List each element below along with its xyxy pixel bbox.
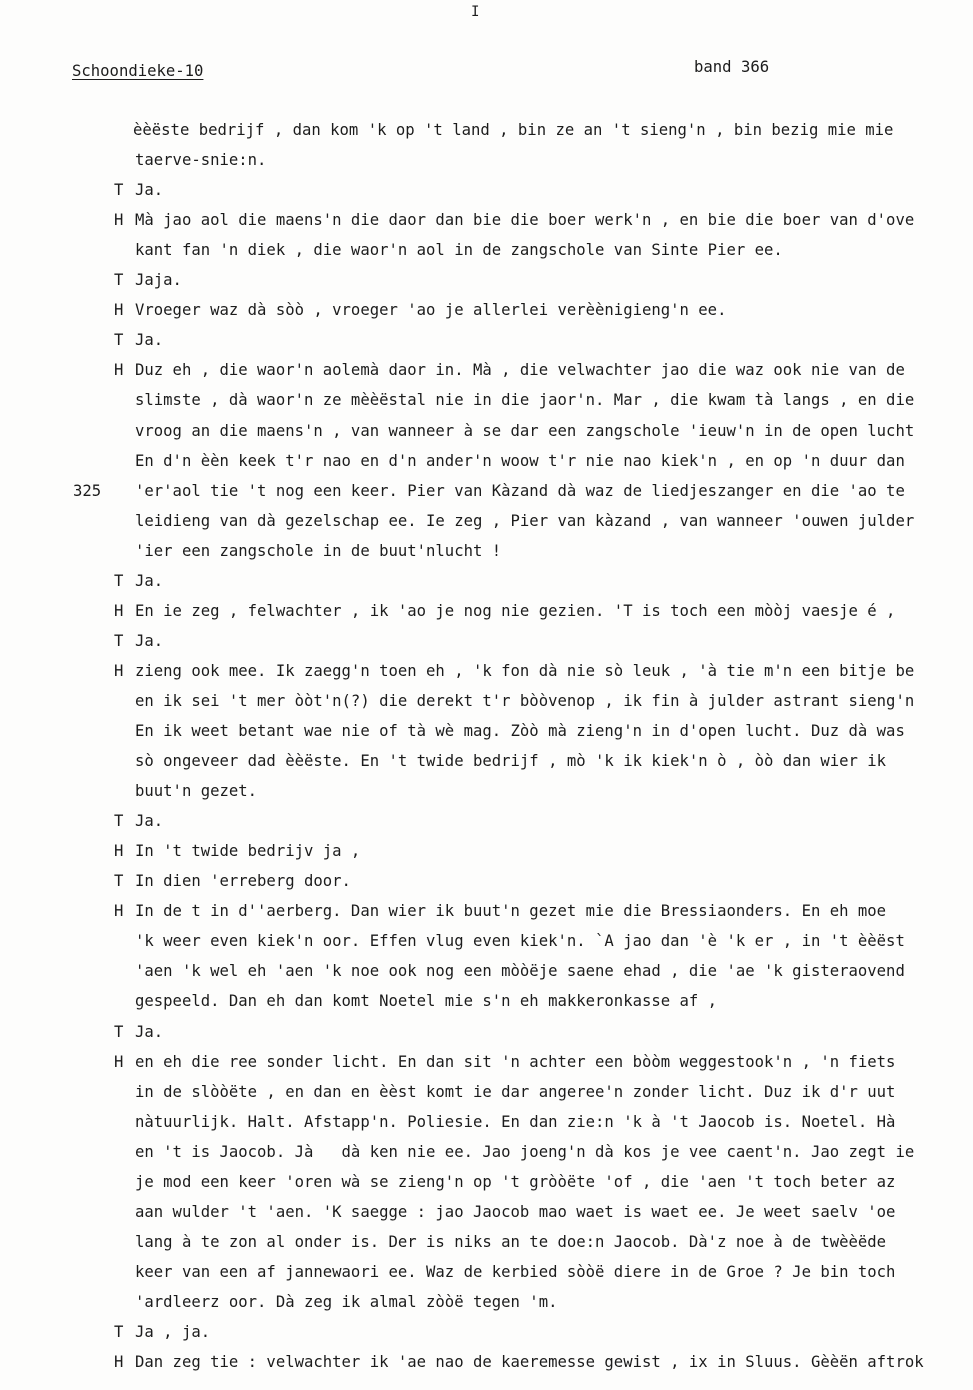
transcript-line: 'er'aol tie 't nog een keer. Pier van Kàzand dà waz de liedjeszanger en die 'ao te [135,481,905,500]
speaker-label: T [114,631,124,650]
transcript-line: Jaja. [135,271,182,290]
transcript-line: Vroeger waz dà sòò , vroeger 'ao je allerlei verèènigieng'n ee. [135,301,727,320]
transcript-line: Ja. [135,812,164,831]
transcript-line: vroog an die maens'n , van wanneer à se dar een zangschole 'ieuw'n in de open lucht [135,421,915,440]
speaker-label: H [114,301,124,320]
transcript-line: gespeeld. Dan eh dan komt Noetel mie s'n eh makkeronkasse af , [135,992,718,1011]
speaker-label: H [114,1052,124,1071]
transcript-line: 'aen 'k wel eh 'aen 'k noe ook nog een mòòëje saene ehad , die 'ae 'k gisteraovend [135,962,905,981]
transcript-line: In de t in d''aerberg. Dan wier ik buut'n gezet mie die Bressiaonders. En eh moe [135,902,887,921]
transcript-line: Ja. [135,181,164,200]
speaker-label: H [114,361,124,380]
transcript-line: èèëste bedrijf , dan kom 'k op 't land , bin ze an 't sieng'n , bin bezig mie mie [133,121,894,139]
transcript-line: je mod een keer 'oren wà se zieng'n op 't gròòëte 'of , die 'aen 't toch beter az [135,1172,896,1191]
document-header-band: band 366 [694,58,770,76]
transcript-line: nàtuurlijk. Halt. Afstapp'n. Poliesie. En dan zie:n 'k à 't Jaocob is. Noetel. Hà [135,1112,896,1131]
speaker-label: H [114,842,124,861]
transcript-line: Duz eh , die waor'n aolemà daor in. Mà , die velwachter jao die waz ook nie van de [135,361,905,380]
transcript-line: Ja. [135,631,164,650]
transcript-line: Ja , ja. [135,1323,211,1341]
transcript-line: lang à te zon al onder is. Der is niks an te doe:n Jaocob. Dà'z noe à de twèèëde [135,1232,887,1251]
transcript-line: In dien 'erreberg door. [135,872,351,891]
transcript-line: en eh die ree sonder licht. En dan sit 'n achter een bòòm weggestook'n , 'n fiets [135,1052,896,1071]
speaker-label: T [114,872,124,891]
speaker-label: T [114,1022,124,1041]
transcript-line: 'k weer even kiek'n oor. Effen vlug even kiek'n. `A jao dan 'è 'k er , in 't èèëst [135,932,905,951]
margin-line-number: 325 [73,482,102,500]
transcript-line: Ja. [135,331,164,350]
transcript-line: Ja. [135,571,164,590]
transcript-line: keer van een af jannewaori ee. Waz de kerbied sòòë diere in de Groe ? Je bin toch [135,1262,896,1281]
transcript-line: zieng ook mee. Ik zaegg'n toen eh , 'k fon dà nie sò leuk , 'à tie m'n een bitje be [135,661,915,680]
speaker-label: H [114,211,124,230]
page-mark: I [471,4,480,20]
transcript-line: En ie zeg , felwachter , ik 'ao je nog nie gezien. 'T is toch een mòòj vaesje é , [135,601,896,620]
speaker-label: H [114,1353,124,1372]
transcript-line: en 't is Jaocob. Jà dà ken nie ee. Jao joeng'n dà kos je vee caent'n. Jao zegt ie [135,1142,915,1161]
speaker-label: T [114,181,124,200]
speaker-label: T [114,331,124,350]
speaker-label: H [114,902,124,921]
transcript-line: En ik weet betant wae nie of tà wè mag. Zòò mà zieng'n in d'open lucht. Duz dà was [135,722,905,740]
transcript-line: slimste , dà waor'n ze mèèëstal nie in die jaor'n. Mar , die kwam tà langs , en die [135,391,915,410]
document-header-title: Schoondieke-10 [72,62,204,80]
transcript-line: 'ardleerz oor. Dà zeg ik almal zòòë tegen 'm. [135,1292,558,1311]
transcript-line: In 't twide bedrijv ja , [135,842,361,861]
transcript-line: Mà jao aol die maens'n die daor dan bie die boer werk'n , en bie die boer van d'ove [135,211,915,230]
speaker-label: T [114,271,124,290]
transcript-line: taerve-snie:n. [135,151,267,170]
transcript-line: kant fan 'n diek , die waor'n aol in de zangschole van Sinte Pier ee. [135,241,783,260]
transcript-line: leidieng van dà gezelschap ee. Ie zeg , Pier van kàzand , van wanneer 'ouwen julder [135,511,915,530]
speaker-label: T [114,571,124,590]
transcript-line: in de slòòëte , en dan en èèst komt ie dar angeree'n zonder licht. Duz ik d'r uut [135,1082,896,1101]
transcript-line: En d'n èèn keek t'r nao en d'n ander'n woow t'r nie nao kiek'n , en op 'n duur dan [135,451,905,470]
transcript-line: buut'n gezet. [135,782,258,801]
speaker-label: T [114,1323,124,1341]
transcript-line: en ik sei 't mer òòt'n(?) die derekt t'r bòòvenop , ik fin à julder astrant sieng'n [135,691,915,710]
speaker-label: H [114,661,124,680]
transcript-line: sò ongeveer dad èèëste. En 't twide bedrijf , mò 'k ik kiek'n ò , òò dan wier ik [135,752,887,771]
speaker-label: H [114,601,124,620]
speaker-label: T [114,812,124,831]
transcript-line: aan wulder 't 'aen. 'K saegge : jao Jaocob mao waet is waet ee. Je weet saelv 'oe [135,1202,896,1221]
transcript-line: Ja. [135,1022,164,1041]
transcript-line: Dan zeg tie : velwachter ik 'ae nao de kaeremesse gewist , ix in Sluus. Gèèën aftrok [135,1353,924,1372]
transcript-line: 'ier een zangschole in de buut'nlucht ! [135,541,502,560]
